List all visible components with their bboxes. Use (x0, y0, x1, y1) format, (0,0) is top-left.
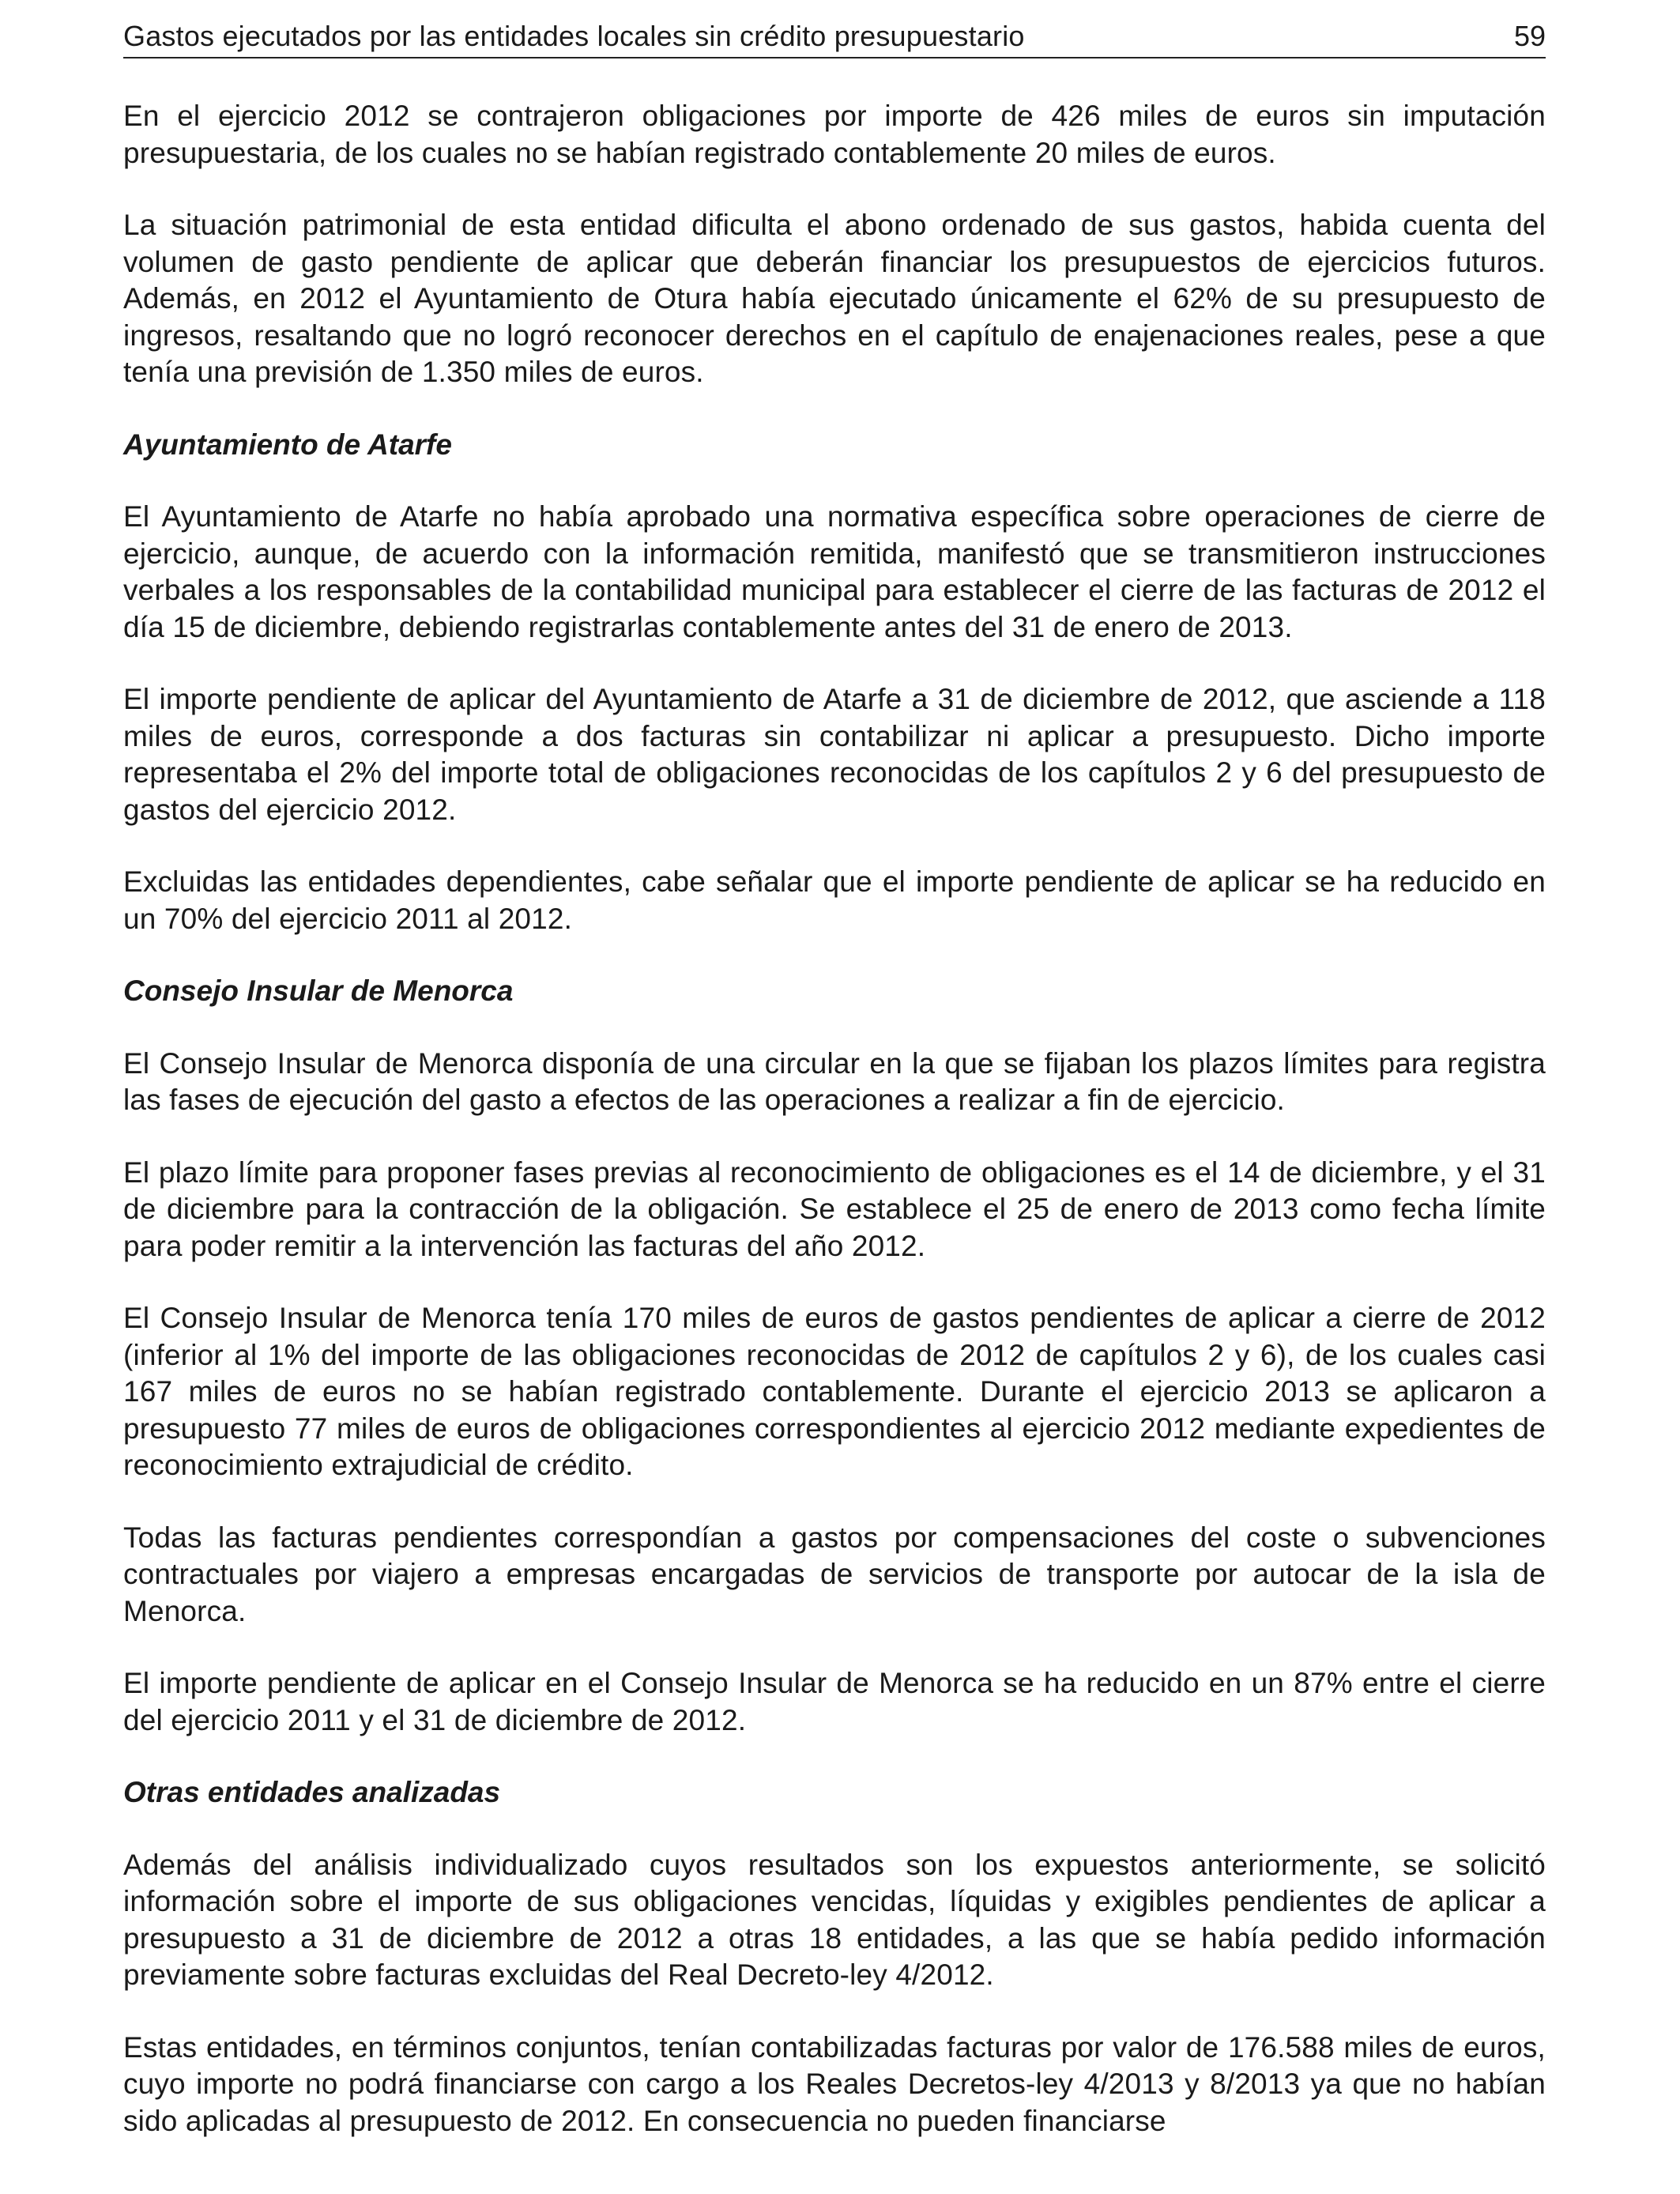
paragraph: Estas entidades, en términos conjuntos, tenían contabilizadas facturas por valor de 176.588 miles de euros, cuyo importe no podrá financiarse con cargo a los Reales Decretos-ley 4/2013 y 8/2013 ya que no habían sido aplicadas al presupuesto de 2012. En consecuencia no pueden financiarse (123, 2030, 1546, 2137)
section-heading: Otras entidades analizadas (123, 1776, 501, 1808)
paragraph: En el ejercicio 2012 se contrajeron obligaciones por importe de 426 miles de euros sin imputación presupuestaria, de los cuales no se habían registrado contablemente 20 miles de euros. (123, 100, 1546, 169)
paragraph: El Consejo Insular de Menorca disponía de una circular en la que se fijaban los plazos límites para registra las fases de ejecución del gasto a efectos de las operaciones a realizar a fin de ejercicio. (123, 1046, 1546, 1116)
running-header-title: Gastos ejecutados por las entidades locales sin crédito presupuestario (123, 20, 1025, 52)
document-body (123, 58, 1546, 2139)
paragraph: El importe pendiente de aplicar del Ayuntamiento de Atarfe a 31 de diciembre de 2012, que asciende a 118 miles de euros, corresponde a dos facturas sin contabilizar ni aplicar a presupuesto. Dicho importe representaba el 2% del importe total de obligaciones reconocidas de los capítulos 2 y 6 del presupuesto de gastos del ejercicio 2012. (123, 683, 1546, 826)
paragraph: Todas las facturas pendientes correspondían a gastos por compensaciones del coste o subvenciones contractuales por viajero a empresas encargadas de servicios de transporte por autocar de la isla de Menorca. (123, 1521, 1546, 1627)
paragraph: Excluidas las entidades dependientes, cabe señalar que el importe pendiente de aplicar se ha reducido en un 70% del ejercicio 2011 al 2012. (123, 865, 1546, 935)
paragraph: El plazo límite para proponer fases previas al reconocimiento de obligaciones es el 14 de diciembre, y el 31 de diciembre para la contracción de la obligación. Se establece el 25 de enero de 2013 como fecha límite para poder remitir a la intervención las facturas del año 2012. (123, 1155, 1546, 1262)
paragraph: Además del análisis individualizado cuyos resultados son los expuestos anteriormente, se solicitó información sobre el importe de sus obligaciones vencidas, líquidas y exigibles pendientes de aplicar a presupuesto a 31 de diciembre de 2012 a otras 18 entidades, a las que se había pedido información previamente sobre facturas excluidas del Real Decreto-ley 4/2012. (123, 1848, 1546, 1991)
paragraph: El importe pendiente de aplicar en el Consejo Insular de Menorca se ha reducido en un 87% entre el cierre del ejercicio 2011 y el 31 de diciembre de 2012. (123, 1667, 1546, 1736)
section-heading: Consejo Insular de Menorca (123, 974, 514, 1007)
paragraph: La situación patrimonial de esta entidad dificulta el abono ordenado de sus gastos, habida cuenta del volumen de gasto pendiente de aplicar que deberán financiar los presupuestos de ejercicios futuros. Además, en 2012 el Ayuntamiento de Otura había ejecutado únicamente el 62% de su presupuesto de ingresos, resaltando que no logró reconocer derechos en el capítulo de enajenaciones reales, pese a que tenía una previsión de 1.350 miles de euros. (123, 209, 1546, 388)
running-header (123, 0, 1546, 58)
paragraph: El Consejo Insular de Menorca tenía 170 miles de euros de gastos pendientes de aplicar a cierre de 2012 (inferior al 1% del importe de las obligaciones reconocidas de 2012 de capítulos 2 y 6), de los cuales casi 167 miles de euros no se habían registrado contablemente. Durante el ejercicio 2013 se aplicaron a presupuesto 77 miles de euros de obligaciones correspondientes al ejercicio 2012 mediante expedientes de reconocimiento extrajudicial de crédito. (123, 1302, 1546, 1481)
document-page (123, 0, 1546, 2175)
paragraph: El Ayuntamiento de Atarfe no había aprobado una normativa específica sobre operaciones de cierre de ejercicio, aunque, de acuerdo con la información remitida, manifestó que se transmitieron instrucciones verbales a los responsables de la contabilidad municipal para establecer el cierre de las facturas de 2012 el día 15 de diciembre, debiendo registrarlas contablemente antes del 31 de enero de 2013. (123, 500, 1546, 643)
section-heading: Ayuntamiento de Atarfe (123, 428, 452, 461)
page-number: 59 (1513, 20, 1546, 52)
